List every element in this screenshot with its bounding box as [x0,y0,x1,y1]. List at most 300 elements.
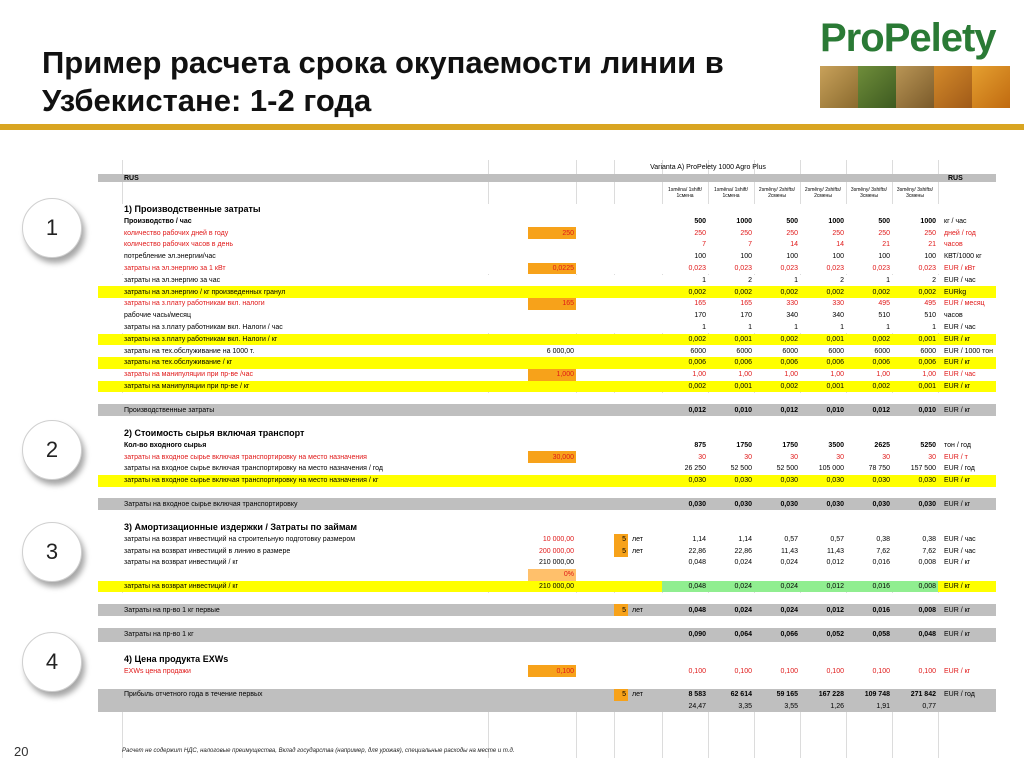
row-label: затраты на возврат инвестиций / кг [124,559,239,567]
value-cell: 0,030 [872,500,890,508]
value-cell: 11,43 [781,547,798,555]
value-cell: 0,001 [734,383,752,391]
input-value: 0,0225 [528,263,576,275]
value-cell: 250 [694,229,706,237]
value-cell: 21 [882,241,890,249]
value-cell: 0,002 [872,288,890,296]
unit-cell: дней / год [944,229,976,237]
value-cell: 0,77 [922,702,936,710]
table-row [98,581,996,593]
unit-cell: часов [944,241,963,249]
value-cell: 0,012 [826,606,844,614]
sheet-lang-left: RUS [124,174,139,182]
value-cell: 6000 [828,347,844,355]
value-cell: 340 [832,312,844,320]
value-cell: 330 [786,300,798,308]
value-cell: 0,001 [826,335,844,343]
value-cell: 0,006 [734,359,752,367]
value-cell: 495 [924,300,936,308]
value-cell: 0,030 [918,477,936,485]
logo-text-pro: Pro [820,16,884,60]
table-row [98,310,996,322]
col-header: 1směna/ 1shift/ 1смена [714,187,748,199]
row-label: затраты на возврат инвестиций на строительную подготовку размером [124,535,356,543]
table-row [98,463,996,475]
row-label: 4) Цена продукта EXWs [124,653,229,664]
table-row [98,557,996,569]
row-label: Кол-во входного сырья [124,441,207,449]
value-cell: 52 500 [776,465,798,473]
years-value: 5 [614,689,628,701]
row-label: затраты на тех.обслуживание на 1000 т. [124,347,255,355]
value-cell: 0,002 [918,288,936,296]
table-row [98,701,996,713]
table-row [98,239,996,251]
row-label: потребление эл.энергии/час [124,253,216,261]
row-label: рабочие часы/месяц [124,312,191,320]
row-label: затраты на манипуляции при пр-ве /час [124,371,253,379]
value-cell: 0,016 [846,581,892,593]
value-cell: 0,064 [734,631,752,639]
row-label: EXWs цена продажи [124,667,191,675]
value-cell: 2 [748,276,752,284]
row-label: затраты на возврат инвестиций / кг [124,583,239,591]
years-label: лет [632,547,643,555]
value-cell: 1000 [736,217,752,225]
value-cell: 0,100 [734,667,752,675]
value-cell: 0,100 [780,667,798,675]
row-label: 1) Производственные затраты [124,204,261,215]
row-label: затраты на эл.энергию / кг произведенных гранул [124,288,286,296]
value-cell: 21 [928,241,936,249]
years-label: лет [632,691,643,699]
value-cell: 875 [694,441,706,449]
table-row [98,227,996,239]
value-cell: 3,35 [738,702,752,710]
table-row [98,404,996,416]
unit-cell: кг / час [944,217,967,225]
input-value: 250 [528,227,576,239]
value-cell: 0,001 [734,335,752,343]
value-cell: 170 [740,312,752,320]
table-row [98,569,996,581]
value-cell: 22,86 [688,547,706,555]
value-cell: 0,090 [688,631,706,639]
value-cell: 0,57 [784,535,798,543]
value-cell: 1,00 [784,371,798,379]
table-row [98,616,996,628]
sheet-top-title: Varianta A) ProPelety 1000 Agro Plus [650,163,766,171]
table-row [98,322,996,334]
value-cell: 157 500 [910,465,936,473]
value-cell: 0,030 [734,477,752,485]
value-cell: 6000 [736,347,752,355]
value-cell: 0,048 [662,581,708,593]
row-label: затраты на з.плату работникам вкл. Налоги / час [124,324,283,332]
value-cell: 26 250 [684,465,706,473]
row-label: 3) Амортизационные издержки / Затраты по займам [124,522,358,533]
input-value: 210 000,00 [538,583,574,591]
value-cell: 1,14 [692,535,706,543]
unit-cell: EURkg [944,288,967,296]
value-cell: 0,016 [872,606,890,614]
unit-cell: EUR / кг [944,631,971,639]
value-cell: 1 [794,276,798,284]
row-label: затраты на входное сырье включая транспортировку на место назначения / год [124,465,383,473]
value-cell: 7 [702,241,706,249]
value-cell: 0,048 [918,631,936,639]
page-number: 20 [14,744,29,759]
value-cell: 100 [924,253,936,261]
value-cell: 0,002 [734,288,752,296]
value-cell: 109 748 [864,691,890,699]
value-cell: 0,012 [872,406,890,414]
row-label [122,642,488,654]
value-cell: 105 000 [818,465,844,473]
row-label: количество рабочих дней в году [124,229,229,237]
value-cell: 0,024 [734,606,752,614]
value-cell: 100 [740,253,752,261]
value-cell: 250 [832,229,844,237]
value-cell: 7,62 [876,547,890,555]
input-value: 200 000,00 [538,547,574,555]
row-label [122,510,488,522]
value-cell: 167 228 [818,691,844,699]
value-cell: 1 [748,324,752,332]
unit-cell: EUR / кВт [944,265,976,273]
value-cell: 0,006 [826,359,844,367]
table-row [98,593,996,605]
row-label: количество рабочих часов в день [124,241,233,249]
section-marker-2: 2 [22,420,82,480]
unit-cell: EUR / кг [944,606,971,614]
value-cell: 0,058 [872,631,890,639]
value-cell: 7 [748,241,752,249]
table-row [98,510,996,522]
unit-cell: EUR / кг [944,500,971,508]
value-cell: 30 [744,453,752,461]
value-cell: 0,024 [734,559,752,567]
value-cell: 78 750 [868,465,890,473]
value-cell: 30 [698,453,706,461]
value-cell: 0,002 [872,335,890,343]
row-label [122,677,488,689]
value-cell: 0,030 [872,477,890,485]
logo-text-pelety: Pelety [883,16,996,60]
value-cell: 1,91 [876,702,890,710]
unit-cell: EUR / час [944,276,976,284]
value-cell: 0,006 [872,359,890,367]
percent-value: 0% [528,569,576,581]
value-cell: 0,024 [708,581,754,593]
table-row [98,298,996,310]
unit-cell: EUR / час [944,324,976,332]
value-cell: 1,00 [922,371,936,379]
value-cell: 6000 [874,347,890,355]
value-cell: 7,62 [922,547,936,555]
unit-cell: EUR / т [944,453,968,461]
row-label: затраты на манипуляции при пр-ве / кг [124,383,250,391]
years-value: 5 [614,545,628,557]
value-cell: 0,010 [734,406,752,414]
value-cell: 271 842 [910,691,936,699]
value-cell: 0,030 [734,500,752,508]
value-cell: 100 [786,253,798,261]
value-cell: 1750 [736,441,752,449]
row-label: затраты на з.плату работникам вкл. Налоги / кг [124,335,278,343]
value-cell: 6000 [920,347,936,355]
propelety-logo [820,14,1012,109]
value-cell: 0,001 [918,335,936,343]
value-cell: 1,00 [692,371,706,379]
col-header: 3směny/ 3shifts/ 3смены [896,187,934,199]
value-cell: 24,47 [688,702,706,710]
value-cell: 0,048 [688,559,706,567]
table-row [98,263,996,275]
value-cell: 62 614 [730,691,752,699]
row-label [122,593,488,605]
row-label: Затраты на пр-во 1 кг [124,631,194,639]
value-cell: 0,024 [780,559,798,567]
value-cell: 0,008 [892,581,938,593]
value-cell: 0,012 [688,406,706,414]
value-cell: 165 [694,300,706,308]
years-value: 5 [614,604,628,616]
value-cell: 1 [702,276,706,284]
value-cell: 0,002 [688,383,706,391]
value-cell: 30 [882,453,890,461]
value-cell: 500 [786,217,798,225]
value-cell: 0,012 [800,581,846,593]
row-label [122,416,488,428]
table-row [98,345,996,357]
unit-cell: EUR / кг [944,359,971,367]
col-header: 3směny/ 3shifts/ 3смены [850,187,888,199]
value-cell: 11,43 [827,547,844,555]
row-label: Производство / час [124,217,192,225]
input-value: 210 000,00 [538,559,574,567]
value-cell: 0,048 [688,606,706,614]
row-label [122,393,488,405]
value-cell: 2 [932,276,936,284]
value-cell: 52 500 [730,465,752,473]
unit-cell: EUR / кг [944,559,971,567]
value-cell: 0,016 [872,559,890,567]
table-row [98,522,996,534]
row-label: затраты на з.плату работникам вкл. налоги [124,300,265,308]
logo-photo-strip [820,66,1010,108]
value-cell: 1 [840,324,844,332]
value-cell: 170 [694,312,706,320]
value-cell: 1,00 [738,371,752,379]
value-cell: 0,024 [754,581,800,593]
value-cell: 0,100 [688,667,706,675]
unit-cell: EUR / год [944,465,975,473]
value-cell: 0,066 [780,631,798,639]
value-cell: 0,030 [688,477,706,485]
value-cell: 5250 [920,441,936,449]
col-header: 2směny/ 2shifts/ 2смены [758,187,796,199]
row-label: Затраты на пр-во 1 кг первые [124,606,220,614]
value-cell: 1 [794,324,798,332]
value-cell: 340 [786,312,798,320]
row-label: затраты на входное сырье включая транспортировку на место назначения [124,453,367,461]
unit-cell: EUR / час [944,535,976,543]
value-cell: 6000 [690,347,706,355]
value-cell: 0,002 [688,288,706,296]
value-cell: 1,00 [830,371,844,379]
table-row [98,689,996,701]
row-label [122,569,488,581]
table-row [98,275,996,287]
value-cell: 1000 [920,217,936,225]
years-value: 5 [614,534,628,546]
value-cell: 0,006 [780,359,798,367]
row-label [122,487,488,499]
value-cell: 0,001 [826,383,844,391]
value-cell: 0,002 [688,335,706,343]
value-cell: 0,006 [918,359,936,367]
unit-cell: EUR / час [944,371,976,379]
input-value: 10 000,00 [542,535,574,543]
unit-cell: EUR / кг [944,667,971,675]
table-row [98,204,996,216]
table-row [98,369,996,381]
value-cell: 0,023 [780,265,798,273]
table-row [98,357,996,369]
value-cell: 0,052 [826,631,844,639]
value-cell: 1 [932,324,936,332]
value-cell: 0,008 [918,606,936,614]
table-row [98,381,996,393]
table-row [98,654,996,666]
value-cell: 0,100 [826,667,844,675]
spreadsheet-image [98,160,996,758]
col-header: 2směny/ 2shifts/ 2смены [804,187,842,199]
value-cell: 100 [694,253,706,261]
value-cell: 0,002 [872,383,890,391]
row-label: затраты на входное сырье включая транспортировку на место назначения / кг [124,477,379,485]
table-row [98,665,996,677]
unit-cell: EUR / 1000 тон [944,347,994,355]
table-row [98,475,996,487]
value-cell: 0,023 [688,265,706,273]
unit-cell: EUR / кг [944,477,971,485]
table-row [98,251,996,263]
value-cell: 0,030 [780,477,798,485]
value-cell: 0,030 [780,500,798,508]
value-cell: 0,030 [688,500,706,508]
value-cell: 0,023 [734,265,752,273]
input-value: 0,100 [528,665,576,677]
table-row [98,642,996,654]
value-cell: 0,57 [830,535,844,543]
table-row [98,428,996,440]
unit-cell: EUR / час [944,547,976,555]
value-cell: 250 [786,229,798,237]
value-cell: 0,012 [826,559,844,567]
section-marker-3: 3 [22,522,82,582]
input-value: 1,000 [528,369,576,381]
table-row [98,498,996,510]
section-marker-4: 4 [22,632,82,692]
row-label: затраты на тех.обслуживание / кг [124,359,233,367]
row-label: затраты на возврат инвестиций в линию в размере [124,547,291,555]
value-cell: 0,002 [780,335,798,343]
unit-cell: EUR / кг [944,583,971,591]
value-cell: 0,100 [918,667,936,675]
value-cell: 0,024 [780,606,798,614]
value-cell: 1750 [782,441,798,449]
value-cell: 500 [878,217,890,225]
unit-cell: EUR / год [944,691,975,699]
value-cell: 59 165 [776,691,798,699]
table-row [98,677,996,689]
row-label: затраты на эл.энергию за 1 кВт [124,265,226,273]
years-label: лет [632,606,643,614]
value-cell: 2625 [874,441,890,449]
value-cell: 3,55 [784,702,798,710]
value-cell: 0,100 [872,667,890,675]
title-underline [0,124,1024,130]
value-cell: 0,030 [918,500,936,508]
value-cell: 0,008 [918,559,936,567]
value-cell: 0,001 [918,383,936,391]
section-marker-1: 1 [22,198,82,258]
table-row [98,545,996,557]
value-cell: 1,14 [738,535,752,543]
value-cell: 6000 [782,347,798,355]
value-cell: 30 [790,453,798,461]
table-row [98,286,996,298]
row-label: Производственные затраты [124,406,215,414]
value-cell: 250 [740,229,752,237]
unit-cell: КВТ/1000 кг [944,253,982,261]
unit-cell: EUR / месяц [944,300,985,308]
value-cell: 0,002 [826,288,844,296]
years-label: лет [632,535,643,543]
table-row [98,628,996,642]
row-label: затраты на эл.энергию за час [124,276,221,284]
table-row [98,534,996,546]
value-cell: 1 [702,324,706,332]
row-label: Прибыль отчетного года в течение первых [124,691,263,699]
value-cell: 22,86 [734,547,752,555]
value-cell: 0,006 [688,359,706,367]
value-cell: 30 [928,453,936,461]
value-cell: 0,023 [826,265,844,273]
col-header: 1směna/ 1shift/ 1смена [668,187,702,199]
value-cell: 0,002 [780,383,798,391]
value-cell: 1000 [828,217,844,225]
value-cell: 165 [740,300,752,308]
input-value: 6 000,00 [546,347,574,355]
value-cell: 1,00 [876,371,890,379]
value-cell: 1 [886,324,890,332]
value-cell: 100 [832,253,844,261]
table-row [98,216,996,228]
table-row [98,604,996,616]
value-cell: 100 [878,253,890,261]
value-cell: 250 [878,229,890,237]
value-cell: 1 [886,276,890,284]
value-cell: 3500 [828,441,844,449]
unit-cell: EUR / кг [944,335,971,343]
value-cell: 30 [836,453,844,461]
value-cell: 14 [790,241,798,249]
unit-cell: тон / год [944,441,971,449]
value-cell: 495 [878,300,890,308]
